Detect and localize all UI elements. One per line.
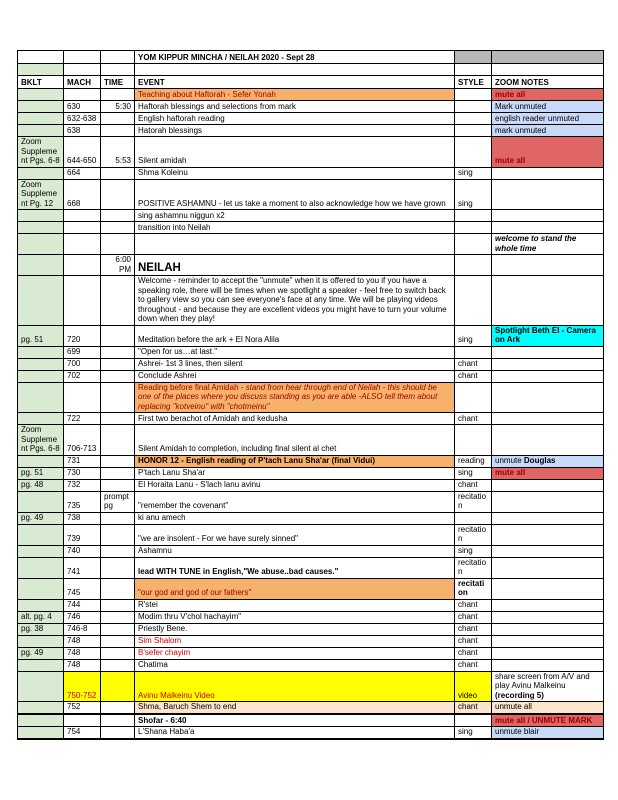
cell-zoom: mute all: [492, 467, 604, 479]
cell-mach: 738: [64, 512, 101, 524]
cell-mach: 739: [64, 524, 101, 545]
cell-style: [455, 255, 492, 276]
cell-bklt: [18, 370, 64, 382]
cell-event: Teaching about Haftorah - Sefer Yonah: [135, 89, 455, 101]
cell-style: [455, 113, 492, 125]
cell-time: [101, 346, 135, 358]
cell-mach: 748: [64, 659, 101, 671]
cell-event: [135, 64, 455, 76]
cell-event: Welcome - reminder to accept the "unmute" when it is offered to you if you have a speaking role, there will be times when we spotlight a speaker - feel free to switch back to gallery view so you can see everyone's face at any time. We will be playing videos throughout - and because they are excellent videos you might have to turn your volume down when they play!: [135, 276, 455, 326]
cell-text-segment: share screen from A/V and play Avinu Malkeinu: [495, 671, 590, 690]
cell-zoom: [492, 611, 604, 623]
cell-zoom: [492, 64, 604, 76]
cell-zoom: mute all: [492, 89, 604, 101]
cell-mach: [64, 222, 101, 234]
cell-style: [455, 714, 492, 727]
cell-bklt: [18, 714, 64, 727]
cell-style: [455, 512, 492, 524]
cell-event: B'sefer chayim: [135, 647, 455, 659]
cell-style: recitation: [455, 578, 492, 599]
table-row: [18, 346, 604, 358]
cell-style: [455, 125, 492, 137]
cell-zoom: [492, 413, 604, 425]
table-row: [18, 671, 604, 702]
cell-bklt: [18, 234, 64, 255]
cell-style: recitation: [455, 491, 492, 512]
cell-event: lead WITH TUNE in English,"We abuse..bad causes.": [135, 557, 455, 578]
cell-zoom: [492, 524, 604, 545]
cell-mach: 732: [64, 479, 101, 491]
cell-style: sing: [455, 727, 492, 739]
cell-zoom: [492, 425, 604, 456]
cell-event: Shma Koleinu: [135, 167, 455, 179]
cell-bklt: [18, 346, 64, 358]
cell-zoom: [492, 222, 604, 234]
cell-bklt: [18, 659, 64, 671]
cell-event: Avinu Malkeinu Video: [135, 671, 455, 702]
table-row: [18, 64, 604, 76]
cell-bklt: [18, 101, 64, 113]
cell-mach: [64, 64, 101, 76]
cell-mach: 731: [64, 455, 101, 467]
cell-bklt: [18, 727, 64, 739]
cell-zoom: [492, 455, 604, 467]
table-row: [18, 512, 604, 524]
cell-style: [455, 101, 492, 113]
cell-bklt: [18, 210, 64, 222]
cell-mach: 746-8: [64, 623, 101, 635]
cell-style: sing: [455, 545, 492, 557]
cell-time: [101, 578, 135, 599]
table-row: [18, 479, 604, 491]
cell-bklt: [18, 557, 64, 578]
table-row: [18, 455, 604, 467]
cell-time: [101, 671, 135, 702]
cell-time: [101, 512, 135, 524]
table-row: [18, 413, 604, 425]
cell-bklt: pg. 51: [18, 467, 64, 479]
cell-mach: 748: [64, 647, 101, 659]
cell-zoom: Spotlight Beth El - Camera on Ark: [492, 325, 604, 346]
cell-time: [101, 113, 135, 125]
cell-zoom: [492, 623, 604, 635]
cell-time: [101, 125, 135, 137]
cell-time: [101, 210, 135, 222]
table-row: [18, 210, 604, 222]
table-row: [18, 167, 604, 179]
cell-event: "remember the covenant": [135, 491, 455, 512]
cell-text-segment: (recording 5): [495, 690, 544, 700]
cell-mach: [64, 234, 101, 255]
cell-event: sing ashamnu niggun x2: [135, 210, 455, 222]
spreadsheet-page: [17, 50, 604, 740]
cell-zoom: Mark unmuted: [492, 101, 604, 113]
cell-time: [101, 358, 135, 370]
cell-event: Silent Amidah to completion, including final silent al chet: [135, 425, 455, 456]
cell-event: Chatima: [135, 659, 455, 671]
cell-event: Conclude Ashrei: [135, 370, 455, 382]
cell-event: Silent amidah: [135, 137, 455, 168]
cell-event: English haftorah reading: [135, 113, 455, 125]
cell-time: [101, 179, 135, 210]
table-row: [18, 659, 604, 671]
cell-time: [101, 325, 135, 346]
cell-bklt: [18, 358, 64, 370]
cell-mach: 632-638: [64, 113, 101, 125]
cell-style: recitation: [455, 524, 492, 545]
cell-zoom: [492, 358, 604, 370]
cell-zoom: mute all / UNMUTE MARK: [492, 714, 604, 727]
cell-time: [101, 727, 135, 739]
cell-bklt: [18, 167, 64, 179]
cell-bklt: [18, 491, 64, 512]
cell-text-segment: stand from hear through end of Neilah - this should be one of the places where you discuss standing as you are able -ALSO tell them about replacing "kotveinu" with "chotmeinu": [138, 382, 438, 411]
cell-time: [101, 524, 135, 545]
cell-style: sing: [455, 179, 492, 210]
cell-event: EVENT: [135, 76, 455, 89]
table-row: [18, 557, 604, 578]
cell-style: chant: [455, 370, 492, 382]
cell-bklt: BKLT: [18, 76, 64, 89]
table-row: [18, 623, 604, 635]
cell-bklt: pg. 38: [18, 623, 64, 635]
cell-zoom: [492, 557, 604, 578]
table-row: [18, 578, 604, 599]
cell-style: video: [455, 671, 492, 702]
cell-event: Meditation before the ark + El Nora Alila: [135, 325, 455, 346]
cell-bklt: [18, 455, 64, 467]
table-row: [18, 611, 604, 623]
cell-zoom: [492, 276, 604, 326]
table-row: [18, 382, 604, 413]
cell-text-segment: Douglas: [523, 456, 556, 465]
cell-time: [101, 714, 135, 727]
table-row: [18, 524, 604, 545]
cell-event: Shma, Baruch Shem to end: [135, 702, 455, 714]
cell-time: [101, 623, 135, 635]
cell-event: ki anu amech: [135, 512, 455, 524]
cell-time: [101, 413, 135, 425]
cell-time: 6:00 PM: [101, 255, 135, 276]
cell-zoom: ZOOM NOTES: [492, 76, 604, 89]
cell-style: STYLE: [455, 76, 492, 89]
cell-mach: 702: [64, 370, 101, 382]
table-row: [18, 425, 604, 456]
cell-style: [455, 137, 492, 168]
cell-time: [101, 167, 135, 179]
cell-time: [101, 647, 135, 659]
cell-event: YOM KIPPUR MINCHA / NEILAH 2020 - Sept 28: [135, 51, 455, 64]
table-row: [18, 89, 604, 101]
cell-zoom: [492, 545, 604, 557]
cell-bklt: [18, 276, 64, 326]
cell-zoom: [492, 370, 604, 382]
cell-event: Modim thru V'chol hachayim": [135, 611, 455, 623]
schedule-table: [17, 50, 604, 740]
cell-time: [101, 455, 135, 467]
table-row: [18, 113, 604, 125]
cell-zoom: [492, 479, 604, 491]
table-row: [18, 255, 604, 276]
cell-event: First two berachot of Amidah and kedusha: [135, 413, 455, 425]
cell-time: [101, 276, 135, 326]
cell-zoom: unmute blair: [492, 727, 604, 739]
cell-bklt: [18, 599, 64, 611]
cell-event: HONOR 12 - English reading of P'tach Lanu Sha'ar (final Vidui): [135, 455, 455, 467]
cell-zoom: [492, 599, 604, 611]
cell-time: [101, 702, 135, 714]
table-row: [18, 727, 604, 739]
cell-time: [101, 545, 135, 557]
cell-mach: 706-713: [64, 425, 101, 456]
cell-mach: 754: [64, 727, 101, 739]
cell-style: chant: [455, 659, 492, 671]
cell-style: [455, 89, 492, 101]
cell-mach: 720: [64, 325, 101, 346]
cell-mach: 630: [64, 101, 101, 113]
cell-mach: 740: [64, 545, 101, 557]
cell-zoom: [492, 382, 604, 413]
cell-time: [101, 599, 135, 611]
cell-text-segment: unmute: [495, 456, 524, 465]
cell-style: chant: [455, 702, 492, 714]
cell-bklt: pg. 48: [18, 479, 64, 491]
cell-bklt: pg. 51: [18, 325, 64, 346]
cell-bklt: [18, 255, 64, 276]
cell-style: [455, 276, 492, 326]
cell-event: Sim Shalom: [135, 635, 455, 647]
cell-bklt: pg. 49: [18, 512, 64, 524]
table-row: [18, 702, 604, 714]
cell-zoom: [492, 512, 604, 524]
cell-zoom: mute all: [492, 137, 604, 168]
cell-style: [455, 51, 492, 64]
cell-style: [455, 64, 492, 76]
table-row: [18, 545, 604, 557]
cell-style: [455, 346, 492, 358]
cell-mach: 638: [64, 125, 101, 137]
cell-bklt: [18, 545, 64, 557]
cell-bklt: [18, 89, 64, 101]
cell-event: "we are insolent - For we have surely sinned": [135, 524, 455, 545]
cell-style: recitation: [455, 557, 492, 578]
cell-style: [455, 425, 492, 456]
table-row: [18, 125, 604, 137]
cell-style: [455, 382, 492, 413]
cell-zoom: unmute all: [492, 702, 604, 714]
cell-time: [101, 234, 135, 255]
cell-bklt: [18, 671, 64, 702]
table-row: [18, 101, 604, 113]
table-row: [18, 325, 604, 346]
cell-event: [135, 234, 455, 255]
cell-zoom: [492, 167, 604, 179]
cell-zoom: [492, 578, 604, 599]
cell-time: TIME: [101, 76, 135, 89]
cell-time: [101, 222, 135, 234]
cell-event: R'stei: [135, 599, 455, 611]
table-row: [18, 647, 604, 659]
cell-bklt: [18, 222, 64, 234]
cell-zoom: [492, 491, 604, 512]
table-row: [18, 467, 604, 479]
cell-time: [101, 659, 135, 671]
cell-style: [455, 234, 492, 255]
cell-bklt: alt. pg. 4: [18, 611, 64, 623]
cell-mach: 752: [64, 702, 101, 714]
table-row: [18, 491, 604, 512]
cell-bklt: [18, 413, 64, 425]
cell-time: [101, 382, 135, 413]
cell-time: [101, 89, 135, 101]
cell-mach: [64, 51, 101, 64]
cell-time: [101, 557, 135, 578]
cell-bklt: [18, 702, 64, 714]
cell-style: chant: [455, 635, 492, 647]
cell-zoom: [492, 671, 604, 702]
cell-style: sing: [455, 167, 492, 179]
table-row: [18, 222, 604, 234]
cell-style: reading: [455, 455, 492, 467]
cell-mach: 699: [64, 346, 101, 358]
table-row: [18, 635, 604, 647]
cell-bklt: [18, 635, 64, 647]
cell-time: [101, 635, 135, 647]
cell-text-segment: Reading before final Amidah -: [138, 382, 246, 392]
cell-bklt: [18, 382, 64, 413]
cell-event: "our god and god of our fathers": [135, 578, 455, 599]
cell-event: Priestly Bene.: [135, 623, 455, 635]
cell-event: Ashrei- 1st 3 lines, then silent: [135, 358, 455, 370]
cell-zoom: [492, 635, 604, 647]
cell-mach: 664: [64, 167, 101, 179]
cell-mach: [64, 714, 101, 727]
cell-time: [101, 425, 135, 456]
cell-mach: 722: [64, 413, 101, 425]
table-row: [18, 234, 604, 255]
table-row: [18, 51, 604, 64]
cell-bklt: [18, 113, 64, 125]
cell-zoom: [492, 647, 604, 659]
cell-mach: 730: [64, 467, 101, 479]
cell-event: Shofar - 6:40: [135, 714, 455, 727]
cell-mach: 744: [64, 599, 101, 611]
cell-time: prompt pg: [101, 491, 135, 512]
cell-time: 5:53: [101, 137, 135, 168]
table-row: [18, 276, 604, 326]
cell-mach: 746: [64, 611, 101, 623]
cell-style: chant: [455, 479, 492, 491]
cell-mach: 741: [64, 557, 101, 578]
cell-bklt: [18, 125, 64, 137]
cell-event: Haftorah blessings and selections from mark: [135, 101, 455, 113]
cell-mach: MACH: [64, 76, 101, 89]
table-row: [18, 714, 604, 727]
table-row: [18, 358, 604, 370]
cell-event: transition into Neilah: [135, 222, 455, 234]
cell-time: 5:30: [101, 101, 135, 113]
cell-style: chant: [455, 623, 492, 635]
cell-bklt: [18, 578, 64, 599]
cell-zoom: english reader unmuted: [492, 113, 604, 125]
cell-bklt: Zoom Supplement Pgs. 6-8: [18, 137, 64, 168]
cell-mach: 644-650: [64, 137, 101, 168]
cell-zoom: [492, 210, 604, 222]
cell-event: [135, 382, 455, 413]
schedule-body: [18, 51, 604, 739]
cell-mach: [64, 255, 101, 276]
cell-mach: 750-752: [64, 671, 101, 702]
cell-time: [101, 479, 135, 491]
cell-event: L'Shana Haba'a: [135, 727, 455, 739]
cell-style: chant: [455, 358, 492, 370]
cell-event: NEILAH: [135, 255, 455, 276]
cell-zoom: welcome to stand the whole time: [492, 234, 604, 255]
cell-mach: 745: [64, 578, 101, 599]
cell-time: [101, 467, 135, 479]
cell-style: [455, 222, 492, 234]
cell-style: [455, 210, 492, 222]
table-row: [18, 179, 604, 210]
cell-mach: [64, 276, 101, 326]
cell-event: P'tach Lanu Sha'ar: [135, 467, 455, 479]
cell-style: chant: [455, 647, 492, 659]
table-row: [18, 599, 604, 611]
cell-time: [101, 611, 135, 623]
table-row: [18, 76, 604, 89]
cell-zoom: [492, 51, 604, 64]
cell-event: Hatorah blessings: [135, 125, 455, 137]
cell-style: sing: [455, 467, 492, 479]
cell-zoom: mark unmuted: [492, 125, 604, 137]
cell-bklt: pg. 49: [18, 647, 64, 659]
cell-style: sing: [455, 325, 492, 346]
cell-event: "Open for us…at last.": [135, 346, 455, 358]
cell-mach: 700: [64, 358, 101, 370]
cell-time: [101, 64, 135, 76]
cell-zoom: [492, 346, 604, 358]
cell-bklt: [18, 51, 64, 64]
table-row: [18, 370, 604, 382]
cell-mach: 668: [64, 179, 101, 210]
cell-time: [101, 51, 135, 64]
cell-mach: 735: [64, 491, 101, 512]
cell-zoom: [492, 255, 604, 276]
cell-event: POSITIVE ASHAMNU - let us take a moment to also acknowledge how we have grown: [135, 179, 455, 210]
cell-mach: 748: [64, 635, 101, 647]
cell-zoom: [492, 659, 604, 671]
cell-bklt: [18, 524, 64, 545]
cell-bklt: Zoom Supplement Pg. 12: [18, 179, 64, 210]
cell-time: [101, 370, 135, 382]
cell-event: El Horaita Lanu - S'lach lanu avinu: [135, 479, 455, 491]
table-row: [18, 137, 604, 168]
cell-zoom: [492, 179, 604, 210]
cell-style: chant: [455, 413, 492, 425]
cell-style: chant: [455, 611, 492, 623]
cell-style: chant: [455, 599, 492, 611]
cell-bklt: [18, 64, 64, 76]
cell-mach: [64, 89, 101, 101]
cell-mach: [64, 382, 101, 413]
cell-event: Ashamnu: [135, 545, 455, 557]
cell-mach: [64, 210, 101, 222]
cell-bklt: Zoom Supplement Pgs. 6-8: [18, 425, 64, 456]
